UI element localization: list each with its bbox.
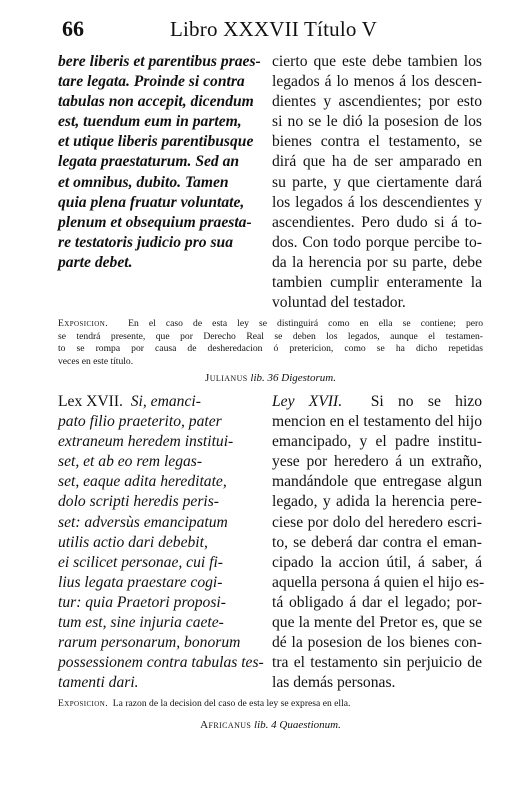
- latin-line: dolo scripti heredis peris-: [58, 493, 219, 511]
- spanish-line: cipado la accion útil, á saber, á: [272, 553, 482, 571]
- lex-heading: Lex XVII.: [58, 393, 123, 410]
- latin-line: et omnibus, dubito. Tamen: [58, 173, 229, 191]
- spanish-line: su parte, y que ciertamente dará: [272, 173, 482, 191]
- exposicion-line: se tendrá presente, que por Derecho Real se deben los legados, aunque el testamen-: [58, 330, 483, 342]
- latin-line: utilis actio dari debebit,: [58, 533, 208, 551]
- latin-line: ei scilicet personae, cui fi-: [58, 553, 223, 571]
- spanish-line: que la mente del Pretor es, que se: [272, 614, 482, 632]
- exposicion-label: Exposicion.: [58, 318, 108, 329]
- latin-line: tare legata. Proinde si contra: [58, 73, 245, 91]
- spanish-line: tá obligado á dar el legado; por-: [272, 593, 482, 611]
- spanish-line: legados á lo menos á los descen-: [272, 73, 482, 91]
- spanish-line: tra el testamento sin perjuicio de: [272, 654, 482, 672]
- spanish-line: dos. Con todo porque percibe to-: [272, 233, 482, 251]
- spanish-line: voluntad del testador.: [272, 294, 406, 312]
- exposicion-line: to se rompa por causa de desheredacion ó pretericion, como se ha dicho repetidas: [58, 343, 483, 355]
- spanish-line: los legados á los descendientes y: [272, 193, 482, 211]
- ley-heading: Ley XVII.: [272, 393, 343, 410]
- spanish-line: dirá que ha de ser amparado en: [272, 153, 482, 171]
- exposicion-note: [58, 318, 483, 368]
- spanish-line: bienes contra el testamento, se: [272, 133, 482, 151]
- exposicion-note: [58, 698, 483, 711]
- latin-line: est, tuendum eum in partem,: [58, 113, 242, 131]
- spanish-column-continuation: [272, 52, 482, 313]
- spanish-line: si no se le dió la posesion de los: [272, 113, 482, 131]
- latin-line: lius legata praestare cogi-: [58, 573, 223, 591]
- spanish-line: cierto que este debe tambien los: [272, 53, 482, 70]
- latin-line: tum est, sine injuria caete-: [58, 614, 224, 632]
- running-head: Libro XXXVII Título V: [170, 17, 377, 41]
- latin-line: pato filio praeterito, pater: [58, 413, 222, 431]
- page-number: 66: [62, 16, 84, 41]
- exposicion-line: La razon de la decision del caso de esta ley se expresa en ella.: [112, 698, 351, 709]
- latin-line: Si, emanci-: [130, 393, 201, 410]
- spanish-line: ascendientes. Pero dudo si á to-: [272, 213, 482, 231]
- latin-line: set, eaque adita hereditate,: [58, 473, 227, 491]
- spanish-line: tambien cumplir enteramente la: [272, 274, 482, 292]
- exposicion-line: En el caso de esta ley se distinguirá como en ella se contiene; pero: [128, 318, 483, 329]
- citation-source: lib. 4 Quaestionum.: [254, 719, 341, 731]
- spanish-line: las demás personas.: [272, 674, 396, 692]
- spanish-line: Si no se hizo: [370, 393, 483, 410]
- spanish-line: da la herencia por su parte, debe: [272, 253, 482, 271]
- source-citation: [58, 719, 483, 731]
- spanish-line: to, se deberá dar contra el eman-: [272, 533, 482, 551]
- page-header: [62, 16, 482, 44]
- latin-line: quia plena fruatur voluntate,: [58, 193, 245, 211]
- exposicion-line: veces en este título.: [58, 355, 134, 367]
- spanish-line: ciese por dolo del heredero escri-: [272, 513, 482, 531]
- spanish-line: dé la posesion de los bienes con-: [272, 634, 482, 652]
- spanish-line: dientes y ascendientes; por esto: [272, 93, 482, 111]
- citation-author: Africanus: [200, 719, 252, 731]
- spanish-line: mandándole que entregase algun: [272, 473, 482, 491]
- spanish-column-ley-xvii: [272, 392, 485, 693]
- latin-line: et utique liberis parentibusque: [58, 133, 254, 151]
- latin-line: legata praestaturum. Sed an: [58, 153, 240, 171]
- spanish-line: emancipado, y el padre institu-: [272, 433, 482, 451]
- latin-line: tur: quia Praetori proposi-: [58, 593, 226, 611]
- latin-line: tamenti dari.: [58, 674, 139, 692]
- citation-source: lib. 36 Digestorum.: [250, 372, 336, 384]
- spanish-line: mencion en el testamento del hijo: [272, 413, 483, 431]
- spanish-line: legado, y adida la herencia pere-: [272, 493, 482, 511]
- latin-line: re testatoris judicio pro sua: [58, 233, 234, 251]
- latin-line: possessionem contra tabulas tes-: [58, 654, 264, 672]
- latin-line: extraneum heredem institui-: [58, 433, 234, 451]
- latin-column-continuation: [58, 52, 261, 273]
- latin-column-lex-xvii: [58, 392, 264, 693]
- spanish-line: yese por heredero á un extraño,: [272, 453, 482, 471]
- latin-line: plenum et obsequium praesta-: [58, 213, 252, 231]
- latin-line: tabulas non accepit, dicendum: [58, 93, 254, 111]
- latin-line: set: adversùs emancipatum: [58, 513, 228, 531]
- spanish-line: aquella persona á quien el hijo es-: [272, 573, 485, 591]
- exposicion-label: Exposicion.: [58, 698, 108, 709]
- latin-line: rarum personarum, bonorum: [58, 634, 241, 652]
- citation-author: Julianus: [205, 372, 248, 384]
- latin-line: parte debet.: [58, 253, 133, 271]
- latin-line: bere liberis et parentibus praes-: [58, 53, 261, 70]
- source-citation: [58, 372, 483, 384]
- latin-line: set, et ab eo rem legas-: [58, 453, 203, 471]
